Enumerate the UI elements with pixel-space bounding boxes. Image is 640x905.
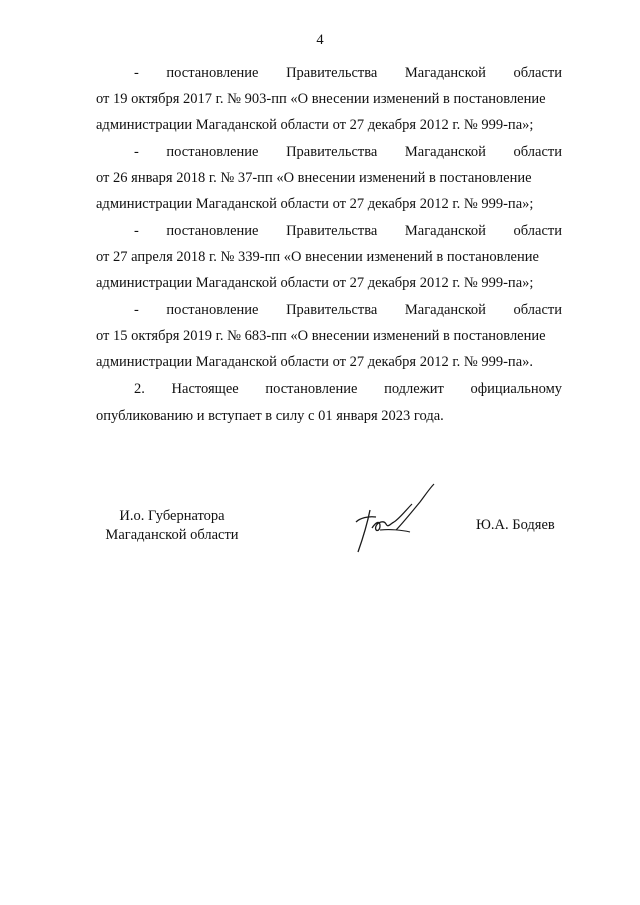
- word: Настоящее: [171, 381, 239, 397]
- list-item-2-line-1: [96, 143, 562, 161]
- word: постановление: [166, 65, 259, 81]
- word: Магаданской: [404, 223, 486, 239]
- list-item-2-line-2: от 26 января 2018 г. № 37-пп «О внесении изменений в постановление: [96, 170, 532, 186]
- handwritten-signature: [350, 480, 440, 555]
- signatory-name: Ю.А. Бодяев: [476, 517, 555, 533]
- list-item-2-line-3: администрации Магаданской области от 27 декабря 2012 г. № 999-па»;: [96, 196, 534, 212]
- word: области: [513, 302, 562, 318]
- word: подлежит: [384, 381, 444, 397]
- word: Магаданской: [404, 144, 486, 160]
- clause-number: 2.: [134, 381, 145, 397]
- list-item-1-line-3: администрации Магаданской области от 27 декабря 2012 г. № 999-па»;: [96, 117, 534, 133]
- signatory-title-line-1: И.о. Губернатора: [119, 508, 225, 524]
- list-item-4-line-1: [96, 301, 562, 319]
- word: Правительства: [286, 65, 378, 81]
- clause-2-line-2: опубликованию и вступает в силу с 01 января 2023 года.: [96, 408, 444, 424]
- list-dash: -: [134, 223, 139, 239]
- clause-2-line-1: [96, 380, 562, 398]
- word: Правительства: [286, 144, 378, 160]
- word: постановление: [166, 223, 259, 239]
- list-item-3-line-2: от 27 апреля 2018 г. № 339-пп «О внесении изменений в постановление: [96, 249, 539, 265]
- list-item-4-line-2: от 15 октября 2019 г. № 683-пп «О внесении изменений в постановление: [96, 328, 546, 344]
- page-number: 4: [316, 32, 324, 48]
- list-item-1-line-2: от 19 октября 2017 г. № 903-пп «О внесении изменений в постановление: [96, 91, 546, 107]
- word: Магаданской: [404, 65, 486, 81]
- list-item-3-line-3: администрации Магаданской области от 27 декабря 2012 г. № 999-па»;: [96, 275, 534, 291]
- list-dash: -: [134, 144, 139, 160]
- word: постановление: [166, 302, 259, 318]
- list-dash: -: [134, 302, 139, 318]
- list-item-3-line-1: [96, 222, 562, 240]
- word: области: [513, 144, 562, 160]
- word: области: [513, 223, 562, 239]
- word: постановление: [265, 381, 358, 397]
- list-dash: -: [134, 65, 139, 81]
- word: области: [513, 65, 562, 81]
- word: официальному: [470, 381, 562, 397]
- list-item-1-line-1: [96, 64, 562, 82]
- signatory-title-line-2: Магаданской области: [105, 527, 239, 543]
- list-item-4-line-3: администрации Магаданской области от 27 декабря 2012 г. № 999-па».: [96, 354, 534, 370]
- word: Магаданской: [404, 302, 486, 318]
- word: Правительства: [286, 223, 378, 239]
- signatory-title: [96, 507, 248, 545]
- word: постановление: [166, 144, 259, 160]
- word: Правительства: [286, 302, 378, 318]
